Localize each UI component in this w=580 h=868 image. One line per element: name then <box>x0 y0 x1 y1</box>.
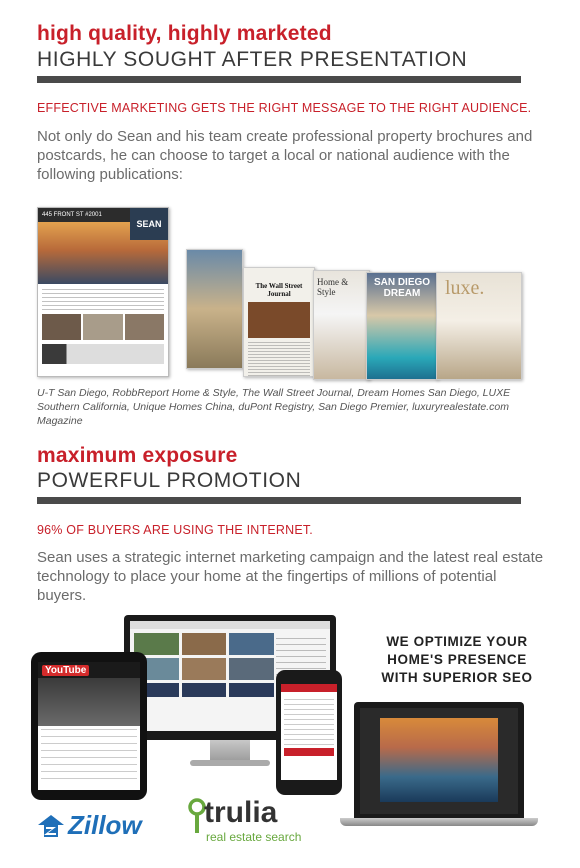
section1-subhead: EFFECTIVE MARKETING GETS THE RIGHT MESSAGE TO THE RIGHT AUDIENCE. <box>37 101 532 115</box>
brochure-text-block <box>42 288 164 310</box>
laptop-screen <box>360 708 518 814</box>
magazine-luxe <box>436 272 522 380</box>
section2-kicker: maximum exposure <box>37 444 238 467</box>
youtube-header <box>38 662 140 678</box>
section2-body: Sean uses a strategic internet marketing campaign and the latest real estate technology to place your home at the fingertips of millions of potential buyers. <box>37 549 544 604</box>
youtube-logo: YouTube <box>42 665 89 676</box>
trulia-tagline: real estate search <box>206 830 302 844</box>
tablet-device <box>31 652 147 800</box>
pool-photo <box>380 718 498 802</box>
seo-text: WE OPTIMIZE YOUR HOME'S PRESENCE WITH SUPERIOR SEO <box>381 634 533 685</box>
zillow-wordmark: Zillow <box>68 810 142 840</box>
monitor-base <box>190 760 270 766</box>
zillow-logo <box>36 810 142 841</box>
magazine-ut-san-diego <box>186 249 243 369</box>
monitor-stand <box>210 740 250 762</box>
magazine-home-style <box>313 270 370 380</box>
laptop-device <box>354 702 524 818</box>
wsj-masthead: The Wall Street Journal <box>255 282 303 298</box>
brochure-photo-row <box>42 314 164 340</box>
home-style-masthead: Home & Style <box>317 277 349 297</box>
luxe-masthead: luxe. <box>445 277 485 299</box>
publications-caption: U-T San Diego, RobbReport Home & Style, The Wall Street Journal, Dream Homes San Diego, LUXE Southern California, Unique Homes China, duPont Registry, San Diego Premier, luxuryrealestate.com Magazine <box>37 387 511 427</box>
trulia-wordmark: trulia <box>204 796 278 829</box>
magazine-dream-homes <box>366 272 438 380</box>
tablet-screen <box>38 662 140 790</box>
phone-device <box>276 670 342 795</box>
section1-title: HIGHLY SOUGHT AFTER PRESENTATION <box>37 48 468 71</box>
trulia-logo <box>188 796 308 848</box>
section2-divider <box>37 497 521 504</box>
magazine-wall-street-journal <box>243 267 315 377</box>
brochure-address: 445 FRONT ST #2001 <box>38 208 168 222</box>
dream-masthead: SAN DIEGO DREAM <box>373 277 431 299</box>
phone-screen <box>281 684 337 780</box>
section1-kicker: high quality, highly marketed <box>37 22 332 45</box>
property-brochure <box>37 207 169 377</box>
brochure-brand: SEAN <box>130 208 168 240</box>
zillow-icon <box>36 813 66 839</box>
brochure-agent-strip <box>42 344 164 364</box>
section1-body: Not only do Sean and his team create professional property brochures and postcards, he can choose to target a local or national audience with the following publications: <box>37 128 533 183</box>
laptop-base <box>340 818 538 826</box>
section1-divider <box>37 76 521 83</box>
section2-title: POWERFUL PROMOTION <box>37 469 302 492</box>
section2-subhead: 96% OF BUYERS ARE USING THE INTERNET. <box>37 523 313 537</box>
